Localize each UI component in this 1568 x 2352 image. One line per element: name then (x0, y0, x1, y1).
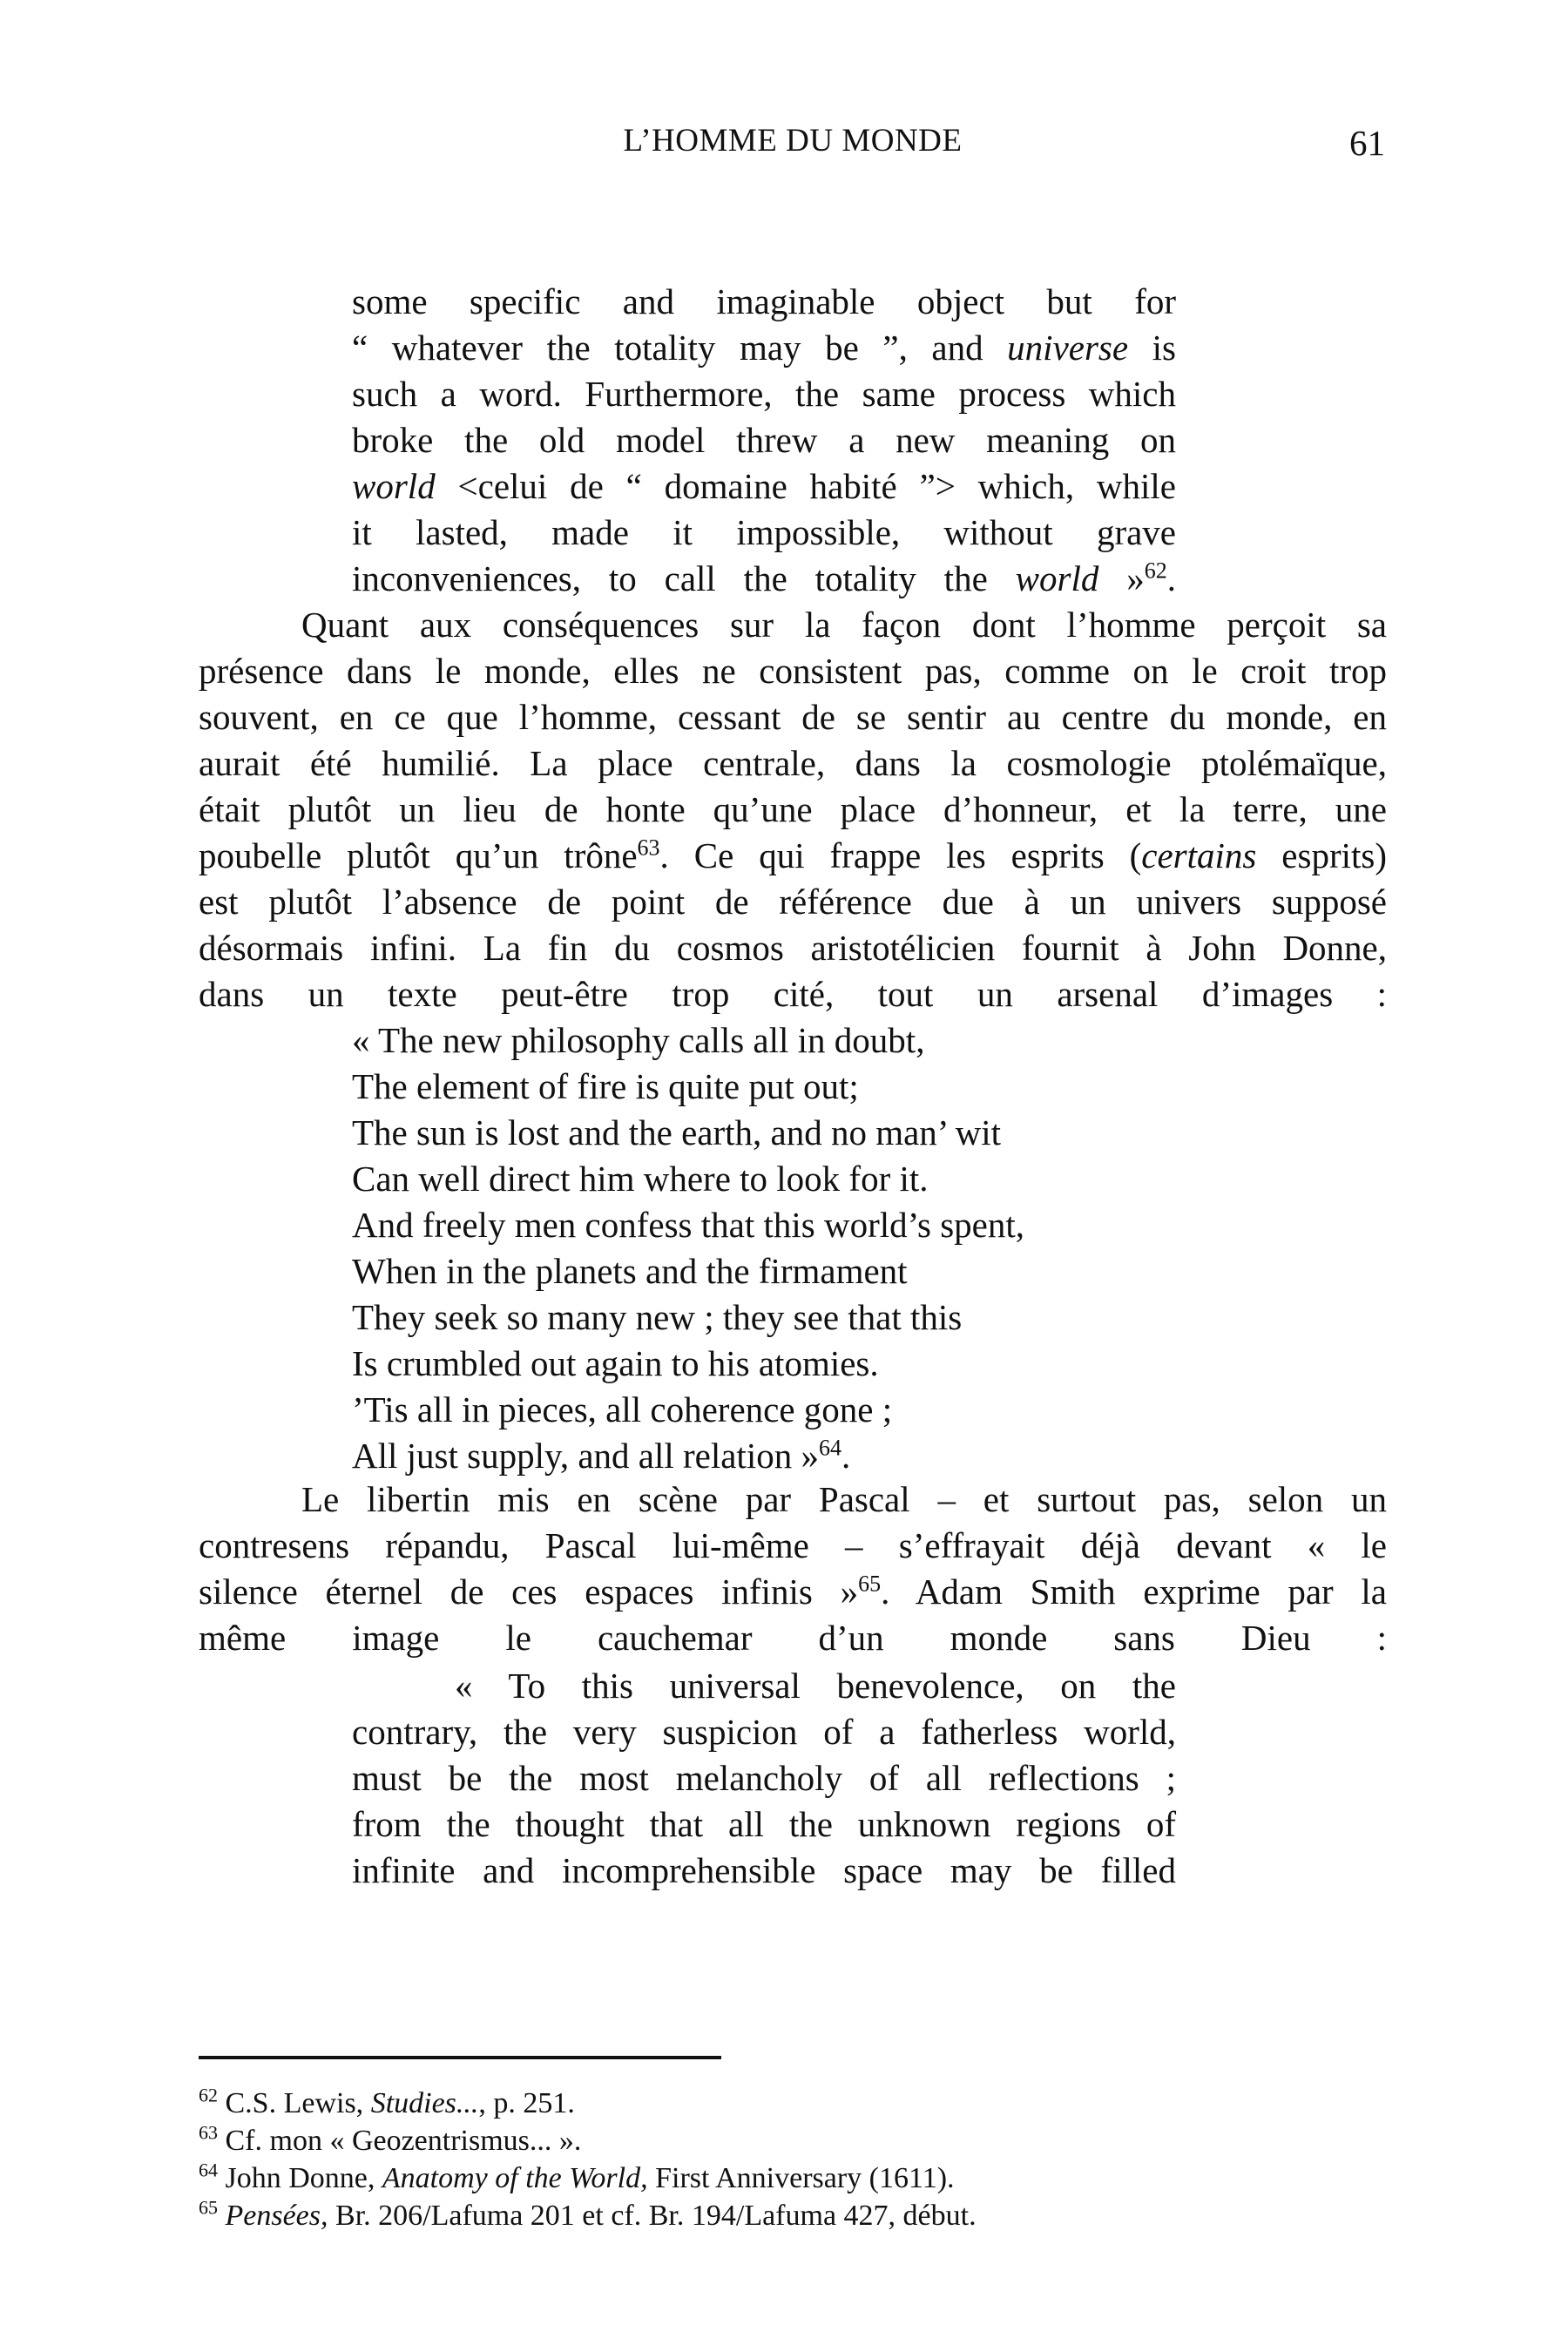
italic-word: universe (1007, 328, 1129, 368)
footnote-number: 64 (199, 2159, 218, 2181)
text-line (352, 325, 1176, 371)
footnote: $^{62}$ C.S. Lewis, Studies..., p. 251. (199, 2084, 575, 2119)
text-line: même image le cauchemar d’un monde sans Dieu : (199, 1618, 1387, 1658)
text-line (352, 463, 1176, 510)
text-segment: . Ce qui frappe les esprits ( (659, 835, 1142, 875)
text-line: from the thought that all the unknown regions of (352, 1804, 1176, 1844)
text-line: infinite and incomprehensible space may be filled (352, 1850, 1176, 1890)
text-line: must be the most melancholy of all reflections ; (352, 1758, 1176, 1798)
footnote-number: 63 (199, 2121, 218, 2144)
verse-line: The element of fire is quite put out; (352, 1066, 859, 1106)
text-line: it lasted, made it impossible, without grave (352, 512, 1176, 552)
footnote-number: 62 (199, 2084, 218, 2106)
text-line (199, 833, 1387, 879)
text-segment: <celui de “ domaine habité ”> which, while (435, 466, 1176, 506)
text-line: « To this universal benevolence, on the (455, 1666, 1176, 1706)
paragraph (199, 602, 1387, 1017)
verse-line: ’Tis all in pieces, all coherence gone ; (352, 1389, 893, 1429)
verse-line: They seek so many new ; they see that this (352, 1297, 963, 1337)
quote-smith (352, 1663, 1176, 1894)
text-line: such a word. Furthermore, the same process which (352, 374, 1176, 414)
text-segment: is (1128, 328, 1176, 368)
footnote-ref[interactable]: 64 (818, 1435, 841, 1461)
text-line (199, 1569, 1387, 1615)
verse-line: Can well direct him where to look for it. (352, 1159, 929, 1199)
text-line: dans un texte peut-être trop cité, tout un arsenal d’images : (199, 974, 1387, 1014)
verse-line: Is crumbled out again to his atomies. (352, 1343, 879, 1383)
text-segment: » (1098, 558, 1145, 598)
footnote: $^{64}$ John Donne, Anatomy of the World, First Anniversary (1611). (199, 2159, 955, 2194)
text-segment: “ whatever the totality may be ”, and (352, 328, 1008, 368)
text-line: broke the old model threw a new meaning on (352, 420, 1176, 460)
footnote-ref[interactable]: 62 (1144, 558, 1167, 584)
text-line: désormais infini. La fin du cosmos aristotélicien fournit à John Donne, (199, 928, 1387, 968)
text-line: contresens répandu, Pascal lui-même – s’effrayait déjà devant « le (199, 1525, 1387, 1565)
page-header (200, 122, 1385, 174)
text-segment: All just supply, and all relation » (352, 1436, 819, 1476)
footnotes (199, 2085, 1387, 2234)
text-segment: esprits) (1256, 835, 1387, 875)
text-line: Le libertin mis en scène par Pascal – et surtout pas, selon un (301, 1479, 1387, 1519)
footnote-ref[interactable]: 65 (858, 1571, 882, 1597)
text-line: était plutôt un lieu de honte qu’une place d’honneur, et la terre, une (199, 789, 1387, 829)
text-line: souvent, en ce que l’homme, cessant de se sentir au centre du monde, en (199, 697, 1387, 737)
footnote-ref[interactable]: 63 (637, 835, 660, 861)
italic-word: world (1015, 558, 1099, 598)
text-segment: inconveniences, to call the totality the (352, 558, 1016, 598)
text-line: inconveniences, to call the totality the world »$^{62}$. (352, 558, 1176, 598)
quote-continuation (352, 279, 1176, 602)
running-title: L’HOMME DU MONDE (623, 123, 963, 159)
text-segment: . Adam Smith exprime par la (881, 1571, 1387, 1612)
text-line: aurait été humilié. La place centrale, dans la cosmologie ptolémaïque, (199, 743, 1387, 783)
footnote-number: 65 (199, 2196, 218, 2219)
verse-line: When in the planets and the firmament (352, 1251, 908, 1291)
text-line: contrary, the very suspicion of a fatherless world, (352, 1712, 1176, 1752)
verse-line: « The new philosophy calls all in doubt, (352, 1020, 925, 1060)
text-line: est plutôt l’absence de point de référence due à un univers supposé (199, 882, 1387, 922)
text-line: some specific and imaginable object but for (352, 281, 1176, 321)
footnote: $^{63}$ Cf. mon « Geozentrismus... ». (199, 2121, 582, 2157)
text-segment: poubelle plutôt qu’un trône (199, 835, 638, 875)
text-line: Quant aux conséquences sur la façon dont l’homme perçoit sa (301, 605, 1387, 645)
italic-word: world (352, 466, 436, 506)
italic-word: certains (1141, 835, 1257, 875)
footnote-separator (199, 2056, 721, 2059)
page-number: 61 (1349, 123, 1385, 163)
text-segment: silence éternel de ces espaces infinis » (199, 1571, 859, 1612)
verse-line: The sun is lost and the earth, and no man’ wit (352, 1112, 1002, 1152)
verse-line: All just supply, and all relation »$^{64}$. (352, 1435, 851, 1476)
footnote: $^{65}$ Pensées, Br. 206/Lafuma 201 et cf. Br. 194/Lafuma 427, début. (199, 2196, 977, 2232)
paragraph (199, 1477, 1387, 1661)
text-line: présence dans le monde, elles ne consistent pas, comme on le croit trop (199, 651, 1387, 691)
verse-quote (352, 1017, 1223, 1479)
verse-line: And freely men confess that this world’s spent, (352, 1205, 1025, 1245)
